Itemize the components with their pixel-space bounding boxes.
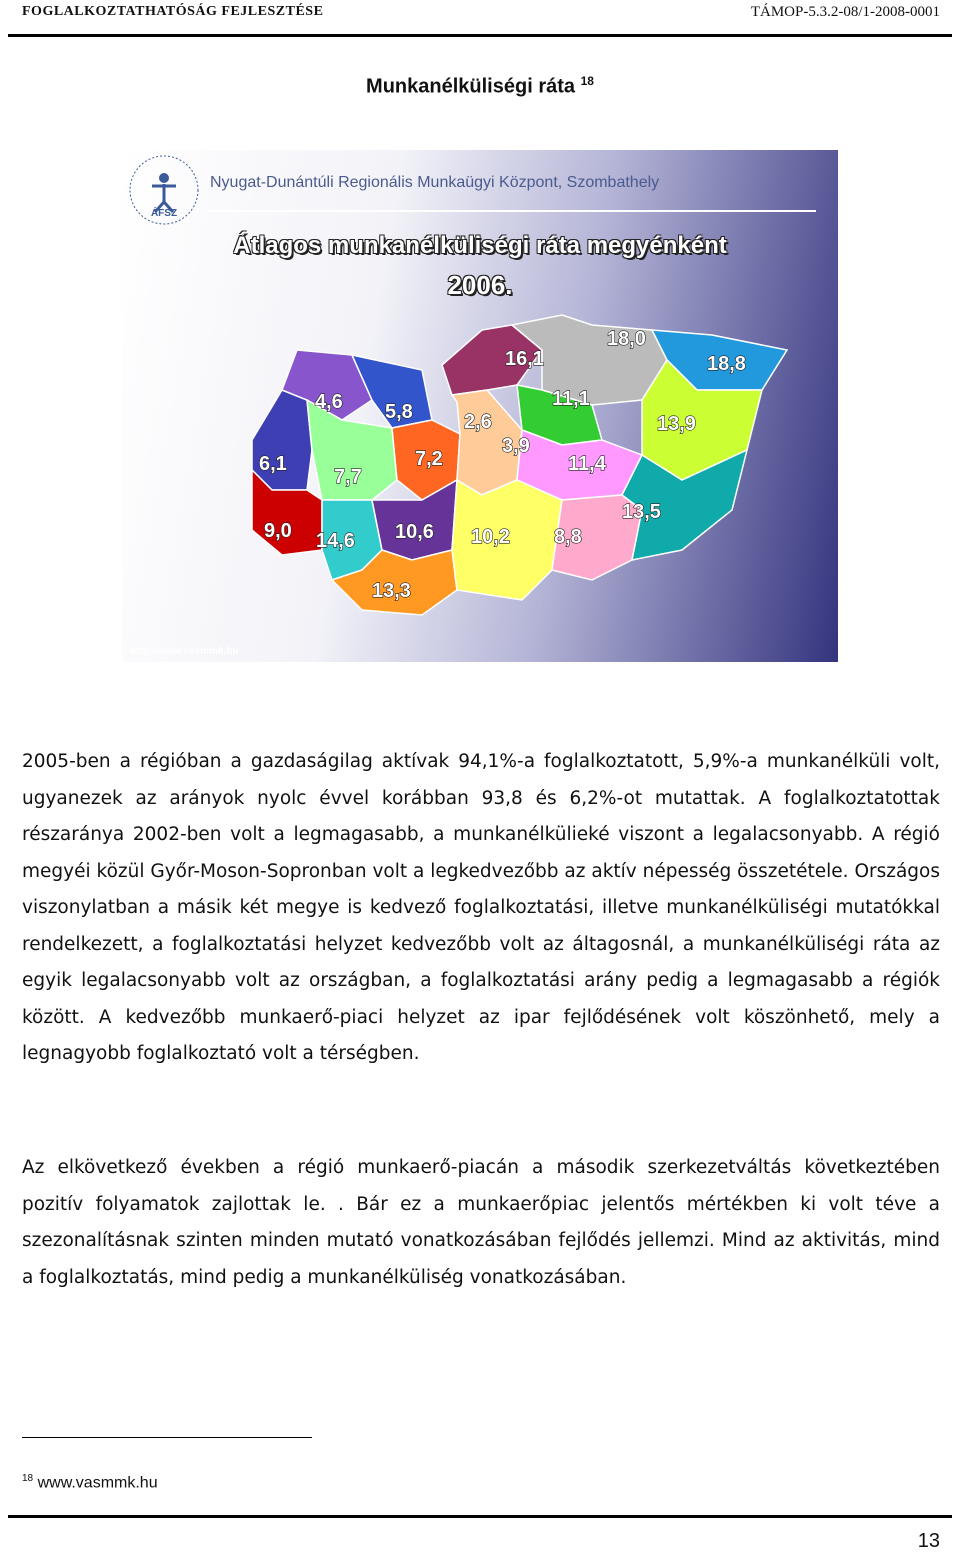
value-baranya: 13,3 — [372, 580, 411, 602]
value-bekes: 13,5 — [622, 501, 661, 523]
value-budapest: 2,6 — [464, 411, 492, 433]
value-hajdu: 13,9 — [657, 413, 696, 435]
header-rule — [8, 34, 952, 37]
value-veszprem: 7,7 — [334, 466, 362, 488]
logo-label: ÁFSZ — [150, 208, 178, 219]
section-title — [0, 74, 960, 99]
section-title-footnote-ref: 18 — [580, 74, 594, 88]
value-borsod: 18,0 — [607, 328, 646, 350]
paragraph-1: 2005-ben a régióban a gazdaságilag aktívak 94,1%-a foglalkoztatott, 5,9%-a munkanélküli volt, ugyanezek az arányok nyolc évvel korábban 93,8 és 6,2%-ot mutattak. A foglalkoztatottak részaránya 2002-ben volt a legmagasabb, a munkanélkülieké viszont a legalacsonyabb. A régió megyéi közül Győr-Moson-Sopronban volt a legkedvezőbb az aktív népesség összetétele. Országos viszonylatban a másik két megye is kedvező foglalkoztatási, illetve munkanélküliségi mutatókkal rendelkezett, a foglalkoztatási helyzet kedvezőbb volt az áltagosnál, a munkanélküliségi ráta az egyik legalacsonyabb volt az országban, a foglalkoztatási arány pedig a legmagasabb a régiók között. A kedvezőbb munkaerő-piaci helyzet az ipar fejlődésének volt köszönhető, mely a legnagyobb foglalkoztató volt a térségben. — [22, 751, 940, 1064]
hungary-county-map — [122, 150, 838, 662]
value-nograd: 16,1 — [505, 348, 544, 370]
afsz-logo — [130, 156, 198, 224]
value-pest: 3,9 — [502, 435, 530, 457]
county-vas — [252, 390, 312, 490]
value-tolna: 10,6 — [395, 521, 434, 543]
paragraph-2: Az elkövetkező években a régió munkaerő-piacán a második szerkezetváltás következtében pozitív folyamatok zajlottak le. . Bár ez a munkaerőpiac jelentős mértékben ki volt téve a szezonalításnak szinten minden mutató vonatkozásában fejlődés jellemzi. Mind az aktivitás, mind a foglalkoztatás, mind pedig a munkanélküliség vonatkozásában. — [22, 1157, 940, 1288]
value-szabolcs: 18,8 — [707, 353, 746, 375]
map-title: Átlagos munkanélküliségi ráta megyénként — [233, 232, 727, 259]
value-heves: 11,1 — [552, 388, 590, 410]
value-jasz: 11,4 — [568, 453, 606, 475]
value-fejer: 7,2 — [415, 448, 443, 470]
value-somogy: 14,6 — [316, 530, 355, 552]
footnote-number: 18 — [22, 1473, 34, 1484]
page-number: 13 — [917, 1530, 940, 1552]
footnote — [22, 1473, 158, 1492]
value-csongrad: 8,8 — [554, 526, 582, 548]
section-title-text: Munkanélküliségi ráta — [366, 75, 576, 98]
footer-rule — [8, 1515, 952, 1518]
footnote-text[interactable]: www.vasmmk.hu — [37, 1474, 158, 1492]
header-project-code: TÁMOP-5.3.2-08/1-2008-0001 — [750, 4, 940, 20]
footnote-rule — [22, 1437, 312, 1438]
page-header — [0, 0, 960, 40]
unemployment-map-figure — [122, 150, 838, 662]
value-bacs: 10,2 — [471, 526, 510, 548]
value-komarom: 5,8 — [385, 401, 413, 423]
map-year: 2006. — [447, 270, 513, 300]
institution-rule — [206, 210, 816, 212]
institution-name: Nyugat-Dunántúli Regionális Munkaügyi Központ, Szombathely — [210, 174, 660, 191]
map-source-link[interactable]: http://www.vasmmk.hu — [130, 646, 239, 657]
value-gyor: 4,6 — [315, 391, 343, 413]
header-left-title: FOGLALKOZTATHATÓSÁG FEJLESZTÉSE — [22, 4, 324, 19]
value-vas: 6,1 — [259, 453, 287, 475]
value-zala: 9,0 — [264, 520, 292, 542]
